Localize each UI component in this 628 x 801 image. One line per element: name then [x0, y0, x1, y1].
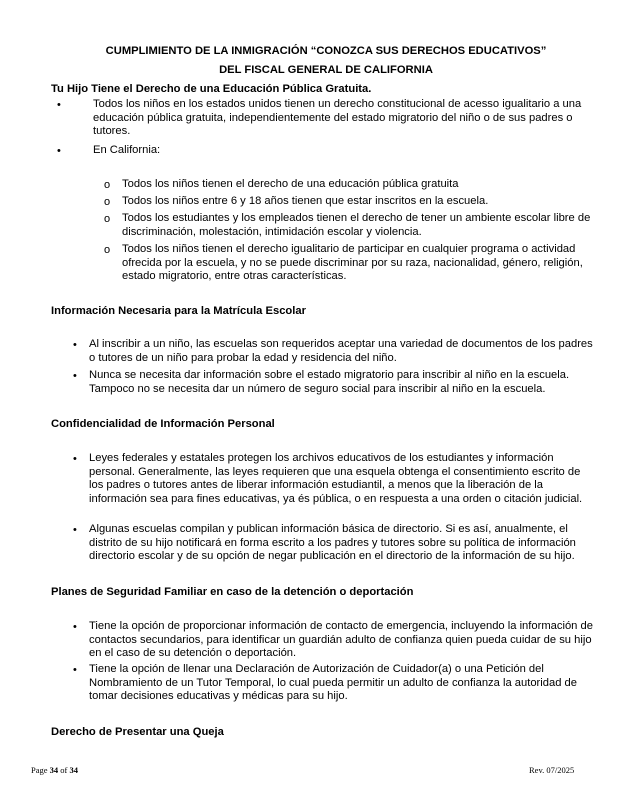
bullet-marker: • [73, 524, 77, 536]
revision-date: Rev. 07/2025 [529, 765, 575, 775]
bullet-text: Todos los niños en los estados unidos tienen un derecho constitucional de acesso igualitario a una educación pública gratuita, independientemente del estado migratorio del niño o de sus padres o tutores. [93, 98, 582, 138]
bullet-marker: • [57, 99, 61, 111]
sub-bullet-marker: o [104, 213, 111, 225]
page-total: 34 [69, 765, 78, 775]
bullet-text: Tiene la opción de proporcionar información de contacto de emergencia, incluyendo la información de contactos secundarios, para identificar un guardián adulto de confianza quien pueda cuidar de su hijo en el caso de su detención o deportación. [89, 620, 593, 660]
bullet-marker: • [73, 339, 77, 351]
bullet-marker: • [57, 145, 61, 157]
sub-bullet-text: Todos los estudiantes y los empleados tienen el derecho de tener un ambiente escolar libre de discriminación, molestación, intimidación escolar y violencia. [122, 212, 591, 238]
bullet-marker: • [73, 370, 77, 382]
section-heading-safety-plans: Planes de Seguridad Familiar en caso de la detención o deportación [51, 586, 414, 598]
bullet-text: Al inscribir a un niño, las escuelas son requeridos aceptar una variedad de documentos de los padres o tutores de un niño para probar la edad y residencia del niño. [89, 338, 593, 364]
page-number [31, 765, 78, 775]
bullet-marker: • [73, 621, 77, 633]
sub-bullet-marker: o [104, 179, 111, 191]
bullet-marker: • [73, 664, 77, 676]
page-word: Page [31, 765, 48, 775]
of-word: of [60, 765, 68, 775]
sub-bullet-text: Todos los niños tienen el derecho de una educación pública gratuita [122, 178, 459, 190]
section-heading-free-education: Tu Hijo Tiene el Derecho de una Educación Pública Gratuita. [51, 83, 372, 95]
bullet-text: Leyes federales y estatales protegen los archivos educativos de los estudiantes y información personal. Generalmente, las leyes requieren que una esquela obtenga el consentimiento escrito de los padres o tutores antes de liberar información estudiantil, a menos que la liberación de la información sea para fines educativas, ya és pública, o en respuesta a una orden o citación judicial. [89, 452, 583, 505]
section-heading-complaint: Derecho de Presentar una Queja [51, 726, 224, 738]
bullet-text: En California: [93, 144, 161, 156]
bullet-marker: • [73, 453, 77, 465]
bullet-text: Algunas escuelas compilan y publican información básica de directorio. Si es así, anualmente, el distrito de su hijo notificará en forma escrito a los padres y tutores sobre su política de información directorio escolar y de su opción de negar publicación en el directorio de la información de su hijo. [89, 523, 576, 563]
page-num: 34 [49, 765, 59, 775]
sub-bullet-marker: o [104, 244, 111, 256]
bullet-text: Nunca se necesita dar información sobre el estado migratorio para inscribir al niño en la escuela. Tampoco no se necesita dar un número de seguro social para inscribir al niño en la escuela. [89, 369, 570, 395]
section-heading-enrollment: Información Necesaria para la Matrícula Escolar [51, 305, 306, 317]
bullet-text: Tiene la opción de llenar una Declaración de Autorización de Cuidador(a) o una Petición del Nombramiento de un Tutor Temporal, lo cual pueda permitir un adulto de confianza la autoridad de tomar decisiones educativas y médicas para su hijo. [89, 663, 577, 703]
sub-bullet-text: Todos los niños entre 6 y 18 años tienen que estar inscritos en la escuela. [122, 195, 489, 207]
section-heading-confidentiality: Confidencialidad de Información Personal [51, 418, 275, 430]
sub-bullet-text: Todos los niños tienen el derecho igualitario de participar en cualquier programa o actividad ofrecida por la escuela, y no se puede discriminar por su raza, nacionalidad, género, religión, estado migratorio, entre otras características. [122, 243, 583, 283]
document-title-line1: CUMPLIMIENTO DE LA INMIGRACIÓN “CONOZCA SUS DERECHOS EDUCATIVOS” [105, 45, 547, 57]
document-title-line2: DEL FISCAL GENERAL DE CALIFORNIA [219, 64, 433, 76]
sub-bullet-marker: o [104, 196, 111, 208]
